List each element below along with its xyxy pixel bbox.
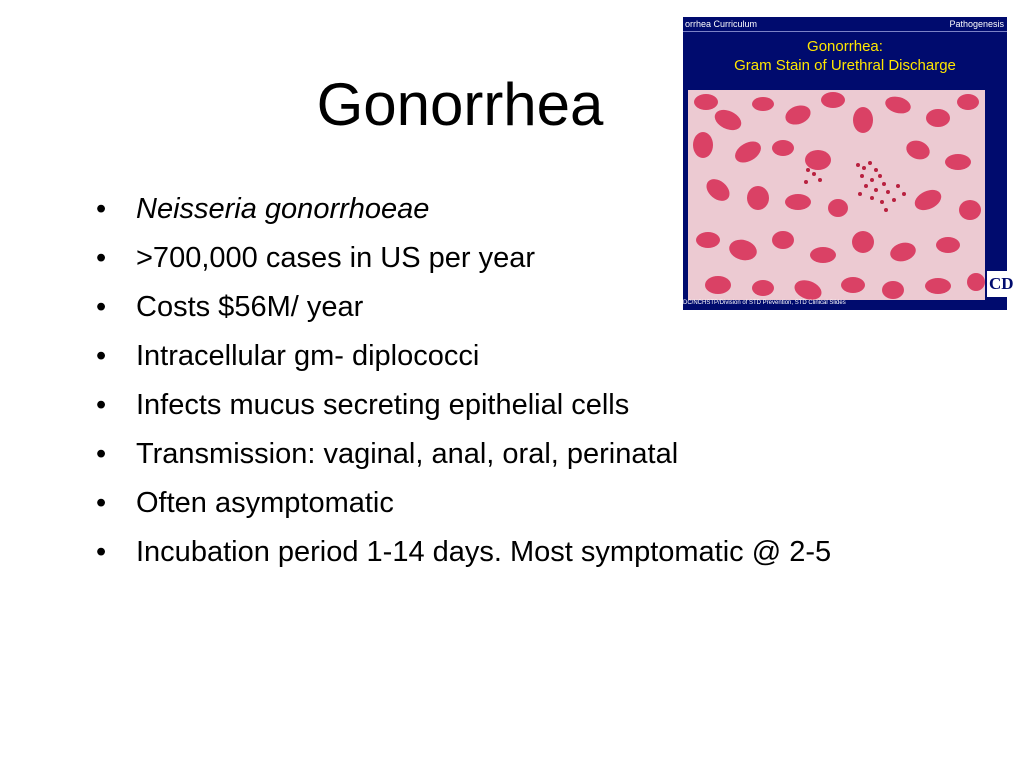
bullet-item (96, 479, 831, 528)
micrograph-illustration (688, 90, 985, 300)
bullet-marker: • (96, 193, 107, 225)
inset-header-left: orrhea Curriculum (685, 19, 758, 29)
bullet-marker: • (96, 438, 107, 470)
inset-heading-line2: Gram Stain of Urethral Discharge (734, 57, 956, 74)
bullet-text: Neisseria gonorrhoeae (136, 193, 430, 225)
bullet-text: Costs $56M/ year (136, 291, 364, 323)
bullet-item (96, 528, 831, 577)
slide-title: Gonorrhea (316, 71, 604, 138)
bullet-marker: • (96, 340, 107, 372)
bullet-text: Intracellular gm- diplococci (136, 340, 480, 372)
bullet-marker: • (96, 536, 107, 568)
bullet-text: Transmission: vaginal, anal, oral, perinatal (136, 438, 679, 470)
bullet-marker: • (96, 242, 107, 274)
bullet-item (96, 332, 831, 381)
bullet-text: >700,000 cases in US per year (136, 242, 535, 274)
bullet-marker: • (96, 291, 107, 323)
bullet-text: Incubation period 1-14 days. Most symptomatic @ 2-5 (136, 536, 832, 568)
bullet-marker: • (96, 487, 107, 519)
inset-heading-line1: Gonorrhea: (807, 38, 883, 55)
inset-header-right: Pathogenesis (949, 19, 1004, 29)
bullet-item (96, 430, 831, 479)
gram-stain-slide-image (683, 17, 1014, 310)
bullet-item (96, 381, 831, 430)
inset-heading (683, 37, 1007, 75)
micrograph-image (688, 90, 985, 300)
cdc-logo: CD (987, 271, 1007, 297)
bullet-text: Often asymptomatic (136, 487, 394, 519)
bullet-text: Infects mucus secreting epithelial cells (136, 389, 630, 421)
inset-credit: DC/NCHSTP/Division of STD Prevention, STD Clinical Slides (683, 300, 846, 306)
inset-header-bar (683, 17, 1007, 32)
bullet-marker: • (96, 389, 107, 421)
